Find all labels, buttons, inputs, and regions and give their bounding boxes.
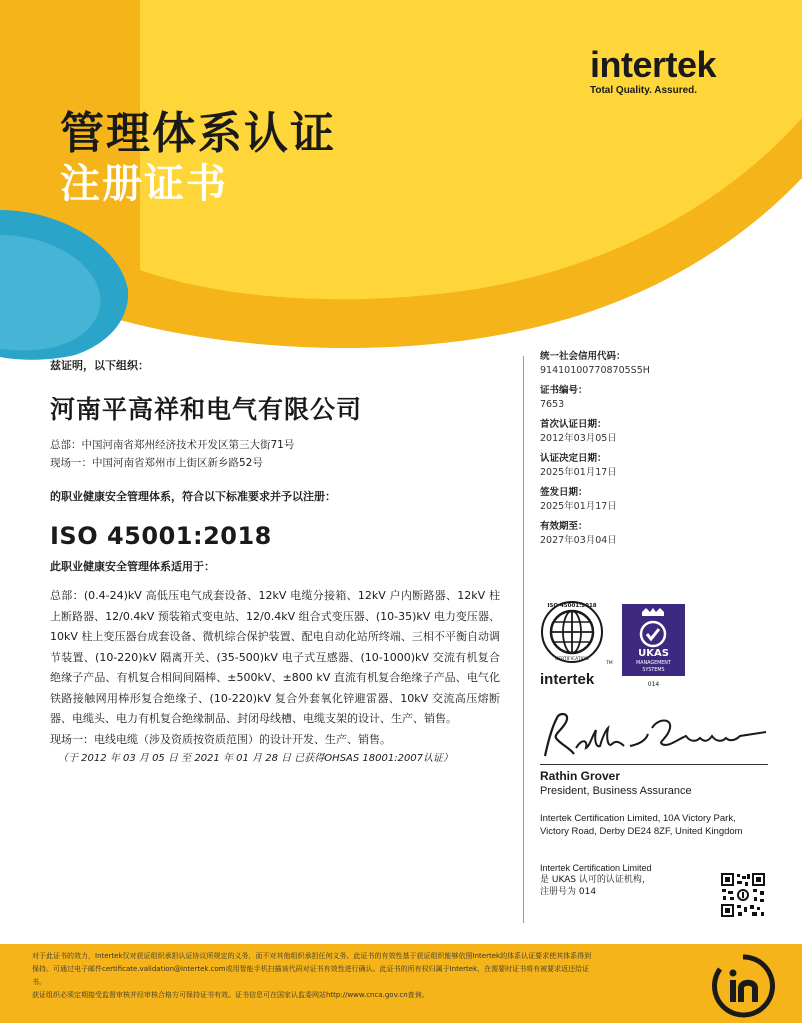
signature-image <box>540 708 770 764</box>
site-scope-text: 现场一：电线电缆（涉及资质按资质范围）的设计开发、生产、销售。 <box>50 732 391 746</box>
certificate-details <box>540 350 780 554</box>
standard-name: ISO 45001:2018 <box>50 522 272 550</box>
address-site-one: 现场一：中国河南省郑州市上街区新乡路52号 <box>50 457 263 469</box>
company-name: 河南平高祥和电气有限公司 <box>50 395 363 424</box>
signer-block <box>540 768 780 799</box>
footer-line3: 书。 <box>32 978 46 986</box>
footer-line4: 获证组织必须定期接受监督审核并经审核合格方可保持证书有效。证书信息可在国家认监委网站http://www.cnca.gov.cn查询。 <box>32 991 429 999</box>
field-value: 2025年01月17日 <box>540 501 617 512</box>
intro-text: 兹证明，以下组织： <box>50 359 149 372</box>
intertek-logo <box>590 46 716 96</box>
field-label: 证书编号： <box>540 385 588 396</box>
field-value: 7653 <box>540 399 565 410</box>
field-certificate-number <box>540 384 780 412</box>
footer-band <box>0 944 802 1023</box>
footer-line1: 对于此证书的效力，Intertek仅对获证组织承担认证协议所规定的义务，而不对其他组织承担任何义务。此证书的有效性基于获证组织能够依照Intertek的体系认证要求使其体系得到 <box>32 952 592 960</box>
ukas-note-line2: 是 UKAS 认可的认证机构， <box>540 875 651 885</box>
registered-statement: 的职业健康安全管理体系，符合以下标准要求并予以注册： <box>50 490 336 503</box>
iso-caption: CERTIFICATION <box>555 657 589 662</box>
iso-ring-text: ISO 45001:2018 <box>547 603 597 609</box>
address-headquarters: 总部：中国河南省郑州经济技术开发区第三大街71号 <box>50 439 295 451</box>
certification-badges <box>540 598 690 692</box>
qr-code-icon[interactable] <box>720 872 766 918</box>
logo-tagline: Total Quality. Assured. <box>590 85 698 96</box>
certificate-title-line1: 管理体系认证 <box>60 108 336 159</box>
footer-text <box>32 950 687 1002</box>
field-label: 统一社会信用代码： <box>540 351 626 362</box>
certificate-title-line2: 注册证书 <box>60 161 228 207</box>
crown-icon <box>642 608 664 616</box>
field-expiry-date <box>540 520 780 548</box>
scope-text: 总部：(0.4-24)kV 高低压电气成套设备、12kV 电缆分接箱、12kV 户内断路器、12kV 柱上断路器、12/0.4kV 预装箱式变电站、12/0.4kV 组合式变压器、(10-35)kV 电力变压器、10kV 柱上变压器台成套设备、微机综合保护装置、配电自动化站所终端、三相不平衡自动调节装置、(10-220)kV 隔离开关、(35-500)kV 电子式互感器、(10-1000)kV 交流有机复合绝缘子产品、有机复合相间间隔棒、±500kV、±800 kV 直流有机复合绝缘子产品、电气化铁路接触网用棒形复合绝缘子、(10-220)kV 复合外套氧化锌避雷器、10kV 交流高压熔断器、电缆头、电力有机复合绝缘制品、封闭母线槽、电缆支架的设计、生产、销售。 <box>50 589 500 725</box>
field-value: 914101007708705S5H <box>540 365 650 376</box>
logo-wordmark: intertek <box>590 44 717 85</box>
field-value: 2027年03月04日 <box>540 535 617 546</box>
trademark-mark: TM <box>606 661 613 666</box>
field-initial-date <box>540 418 780 446</box>
certificate-body <box>50 358 500 768</box>
ukas-line2: SYSTEMS <box>642 668 665 673</box>
column-divider <box>523 356 524 923</box>
field-issue-date <box>540 486 780 514</box>
iso-brand-text: intertek <box>540 671 595 688</box>
signature-line <box>540 764 768 765</box>
field-credit-code <box>540 350 780 378</box>
iso-certification-mark <box>540 602 613 688</box>
field-label: 首次认证日期： <box>540 419 607 430</box>
ukas-number: 014 <box>647 681 660 688</box>
intertek-in-icon <box>710 953 776 1019</box>
field-value: 2012年03月05日 <box>540 433 617 444</box>
applies-statement: 此职业健康安全管理体系适用于： <box>50 560 215 573</box>
field-decision-date <box>540 452 780 480</box>
issuer-address: Intertek Certification Limited, 10A Victory Park, Victory Road, Derby DE24 8ZF, United Kingdom <box>540 813 743 837</box>
footer-line2: 保持。可通过电子邮件certificate.validation@intertek.com或用智能手机扫描该代码对证书有效性进行确认。此证书的所有权归属于Intertek，在需要时证书将有被要求返还给证 <box>32 965 590 973</box>
field-label: 签发日期： <box>540 487 588 498</box>
field-label: 认证决定日期： <box>540 453 607 464</box>
signer-name: Rathin Grover <box>540 769 621 783</box>
address-block <box>50 436 500 472</box>
ukas-note-line3: 注册号为 014 <box>540 887 597 897</box>
ukas-note-line1: Intertek Certification Limited <box>540 863 652 873</box>
history-note: （于 2012 年 03 月 05 日 至 2021 年 01 月 28 日 已获得OHSAS 18001:2007认证） <box>58 752 454 764</box>
field-value: 2025年01月17日 <box>540 467 617 478</box>
ukas-mark <box>622 604 685 688</box>
ukas-line1: MANAGEMENT <box>636 661 671 666</box>
signer-title: President, Business Assurance <box>540 785 692 797</box>
ukas-name: UKAS <box>638 648 669 659</box>
ukas-accreditation-note <box>540 862 710 898</box>
field-label: 有效期至： <box>540 521 588 532</box>
